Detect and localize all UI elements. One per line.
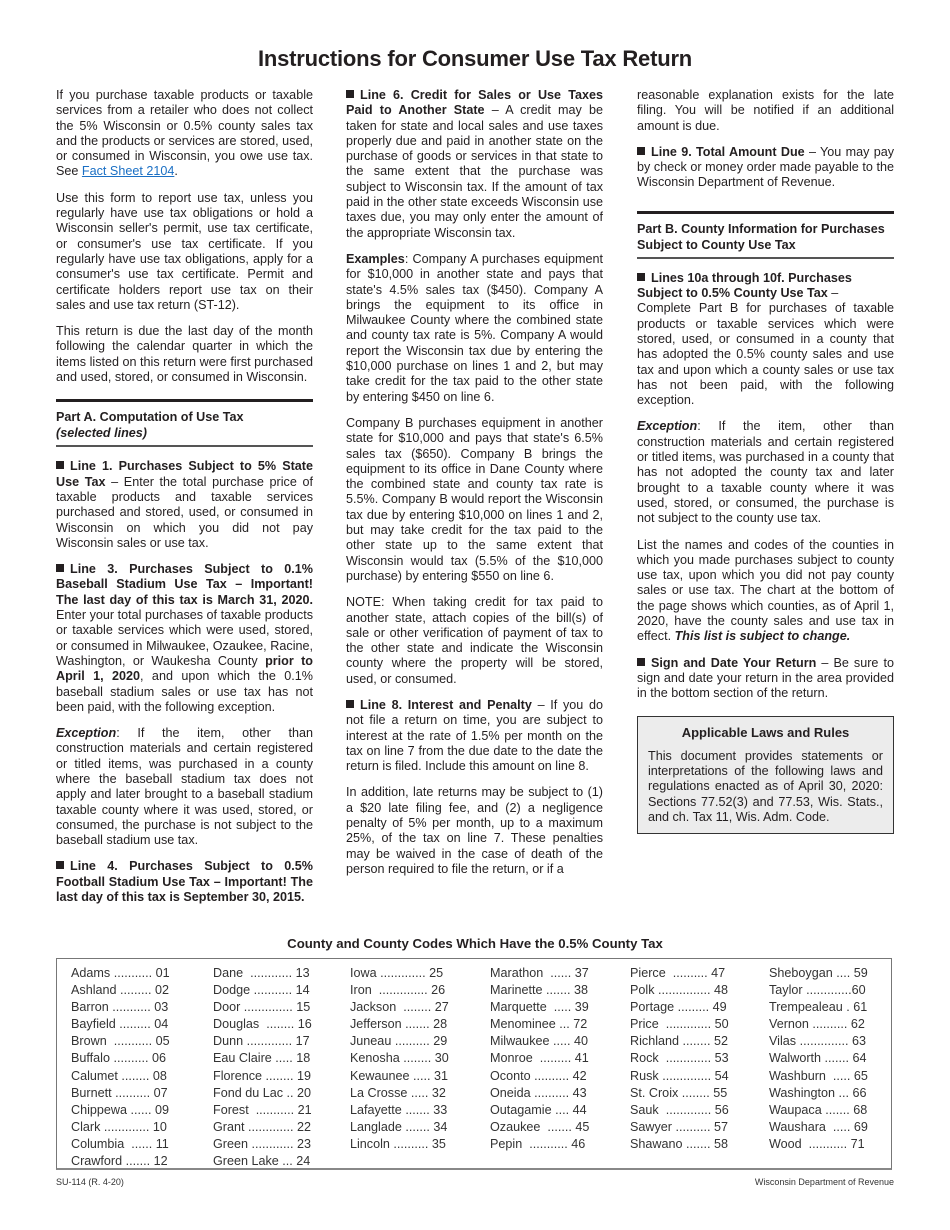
county-entry: Juneau .......... 29 bbox=[350, 1034, 448, 1049]
county-entry: Brown ........... 05 bbox=[71, 1034, 170, 1049]
county-list-paragraph: List the names and codes of the counties in which you made purchases subject to county use tax, upon which you did not pay county sales or use tax. The chart at the bottom of the page shows which counties, as of April 1, 2020, have the county sales and use tax in effect. This list is subject to change. bbox=[637, 537, 894, 644]
county-entry: Kewaunee ..... 31 bbox=[350, 1068, 449, 1083]
county-entry: Iron .............. 26 bbox=[350, 983, 446, 998]
agency-name: Wisconsin Department of Revenue bbox=[754, 1177, 894, 1187]
county-entry: Richland ........ 52 bbox=[630, 1034, 729, 1049]
intro-paragraph-2: Use this form to report use tax, unless you regularly have use tax obligations or hold a Wisconsin seller's permit, use tax certificate, or consumer's use tax certificate. If you regularly have use tax obligations, apply for a consumer's use tax certificate. Permit and certificate holders report use tax on their sales and use tax return (ST-12). bbox=[56, 190, 313, 312]
fact-sheet-link[interactable]: Fact Sheet 2104 bbox=[81, 164, 175, 179]
line-4-instruction: Line 4. Purchases Subject to 0.5% Football Stadium Use Tax – Important! The last day of this tax is September 30, 2015. bbox=[56, 859, 313, 905]
county-entry: Lafayette ....... 33 bbox=[350, 1102, 448, 1117]
county-entry: Walworth ....... 64 bbox=[769, 1051, 867, 1066]
county-entry: Burnett .......... 07 bbox=[71, 1085, 168, 1100]
county-entry: Dane ............ 13 bbox=[213, 966, 310, 980]
county-entry: Vernon .......... 62 bbox=[769, 1017, 865, 1032]
form-id: SU-114 (R. 4-20) bbox=[56, 1177, 124, 1187]
part-b-heading: Part B. County Information for Purchases Subject to County Use Tax bbox=[637, 211, 894, 259]
county-entry: Rusk .............. 54 bbox=[630, 1068, 729, 1083]
county-entry: Grant ............. 22 bbox=[213, 1119, 311, 1134]
county-entry: Eau Claire ..... 18 bbox=[213, 1051, 311, 1066]
county-entry: Milwaukee ..... 40 bbox=[490, 1034, 588, 1049]
county-entry: Oneida .......... 43 bbox=[490, 1085, 587, 1100]
county-entry: Lincoln .......... 35 bbox=[350, 1136, 446, 1151]
county-entry: Adams ........... 01 bbox=[71, 966, 170, 980]
part-a-heading: Part A. Computation of Use Tax (selected lines) bbox=[56, 399, 313, 447]
county-entry: Clark ............. 10 bbox=[71, 1119, 167, 1134]
intro-paragraph-1: If you purchase taxable products or taxable services from a retailer who does not collect the 5% Wisconsin or 0.5% county sales tax and the products or services are stored, used, or consumed in Wisconsin, you owe use tax. See Fact Sheet 2104. bbox=[56, 88, 313, 179]
square-bullet-icon bbox=[56, 461, 64, 469]
county-entry: Buffalo .......... 06 bbox=[71, 1051, 166, 1066]
note-paragraph: NOTE: When taking credit for tax paid to another state, attach copies of the bill(s) of sale or other verification of payment of tax to the other state and indicate the Wisconsin county where the property will be stored, used, or consumed. bbox=[346, 595, 603, 686]
applicable-laws-box bbox=[637, 716, 894, 835]
county-entry: Ashland ......... 02 bbox=[71, 983, 170, 998]
county-entry: Taylor .............60 bbox=[769, 983, 866, 998]
county-entry: Rock ............. 53 bbox=[630, 1051, 729, 1066]
county-entry: Waupaca ....... 68 bbox=[769, 1102, 868, 1117]
square-bullet-icon bbox=[346, 90, 354, 98]
county-entry: Marathon ...... 37 bbox=[490, 966, 589, 980]
page-title: Instructions for Consumer Use Tax Return bbox=[257, 46, 693, 71]
part-b-exception: Exception: If the item, other than construction materials and certain registered or titled items, was purchased in a county that has not adopted the county tax and later brought to a taxable county where it was used, stored, or consumed, the purchase is not subject to the county use tax. bbox=[637, 419, 894, 526]
county-entry: Vilas .............. 63 bbox=[769, 1034, 867, 1049]
county-entry: Bayfield ......... 04 bbox=[71, 1017, 169, 1032]
county-entry: Iowa ............. 25 bbox=[350, 966, 444, 980]
line-8-instruction: Line 8. Interest and Penalty – If you do not file a return on time, you are subject to interest at the rate of 1.5% per month on the tax on line 7 from the due date to the date the return is filed. Include this amount on line 8. bbox=[346, 697, 603, 774]
county-entry: Douglas ........ 16 bbox=[213, 1017, 312, 1032]
county-entry: Pepin ........... 46 bbox=[490, 1136, 586, 1151]
county-entry: Oconto .......... 42 bbox=[490, 1068, 587, 1083]
county-entry: Waushara ..... 69 bbox=[769, 1119, 868, 1134]
square-bullet-icon bbox=[637, 147, 645, 155]
county-entry: Washington ... 66 bbox=[769, 1085, 867, 1100]
county-entry: Barron ........... 03 bbox=[71, 1000, 169, 1015]
county-entry: Crawford ....... 12 bbox=[71, 1154, 168, 1169]
square-bullet-icon bbox=[637, 658, 645, 666]
county-entry: Ozaukee ....... 45 bbox=[490, 1119, 590, 1134]
county-entry: Chippewa ...... 09 bbox=[71, 1102, 170, 1117]
county-entry: La Crosse ..... 32 bbox=[350, 1085, 446, 1100]
county-entry: Pierce .......... 47 bbox=[630, 966, 726, 980]
county-entry: Monroe ......... 41 bbox=[490, 1051, 589, 1066]
county-entry: St. Croix ........ 55 bbox=[630, 1085, 728, 1100]
examples-paragraph: Examples: Company A purchases equipment for $10,000 in another state and pays that state's 4.5% sales tax ($450). Company A brings the equipment to its office in Milwaukee County where the combined state and county tax rate is 5%. Company A would report the Wisconsin tax due by entering the $10,000 purchase on lines 1 and 2, but may take credit for the tax paid to the other state by entering $450 on line 6. bbox=[346, 251, 603, 404]
laws-heading: Applicable Laws and Rules bbox=[681, 724, 850, 740]
county-entry: Marinette ....... 38 bbox=[490, 983, 588, 998]
county-column-5 bbox=[630, 965, 729, 1153]
county-entry: Kenosha ........ 30 bbox=[350, 1051, 449, 1066]
late-returns-continued: reasonable explanation exists for the late filing. You will be notified if an additional amount is due. bbox=[637, 88, 894, 133]
company-b-paragraph: Company B purchases equipment in another state for $10,000 and pays that state's 6.5% sales tax ($650). Company B brings the equipment to its office in Dane County where the combined state and county tax rate is 5.5%. Company B would report the Wisconsin tax due by entering $10,000 on lines 1 and 2, but may take credit for the tax paid to the other state up to the same extent that Wisconsin would tax (5.5% of the $10,000 purchase) by entering $550 on line 6. bbox=[346, 415, 603, 583]
county-entry: Green Lake ... 24 bbox=[213, 1154, 311, 1169]
line-9-instruction: Line 9. Total Amount Due – You may pay by check or money order made payable to the Wisconsin Department of Revenue. bbox=[637, 144, 894, 190]
county-table-title: County and County Codes Which Have the 0.5% County Tax bbox=[287, 936, 663, 951]
square-bullet-icon bbox=[56, 564, 64, 572]
county-entry: Outagamie .... 44 bbox=[490, 1102, 587, 1117]
county-entry: Door .............. 15 bbox=[213, 1000, 311, 1015]
county-entry: Marquette ..... 39 bbox=[490, 1000, 589, 1015]
county-entry: Shawano ....... 58 bbox=[630, 1136, 729, 1151]
county-table bbox=[56, 958, 892, 1170]
county-column-1 bbox=[71, 965, 170, 1170]
county-column-6 bbox=[769, 965, 868, 1153]
county-entry: Menominee ... 72 bbox=[490, 1017, 588, 1032]
county-entry: Langlade ....... 34 bbox=[350, 1119, 448, 1134]
late-returns-paragraph: In addition, late returns may be subject to (1) a $20 late filing fee, and (2) a negligence penalty of 5% per month, up to a maximum 25%, of the tax on line 7. These penalties may be waived in the case of death of the person required to file the return, or if a bbox=[346, 785, 603, 876]
square-bullet-icon bbox=[56, 861, 64, 869]
county-entry: Price ............. 50 bbox=[630, 1017, 729, 1032]
column-3 bbox=[637, 88, 894, 834]
sign-date-instruction: Sign and Date Your Return – Be sure to sign and date your return in the area provided in the bottom section of the return. bbox=[637, 655, 894, 701]
county-column-2 bbox=[213, 965, 312, 1170]
county-entry: Dodge ........... 14 bbox=[213, 983, 310, 998]
county-entry: Fond du Lac .. 20 bbox=[213, 1085, 312, 1100]
county-entry: Wood ........... 71 bbox=[769, 1136, 865, 1151]
column-2 bbox=[346, 88, 603, 888]
county-entry: Green ............ 23 bbox=[213, 1136, 311, 1151]
intro-paragraph-3: This return is due the last day of the month following the calendar quarter in which the items listed on this return were first purchased and used, stored, or consumed in Wisconsin. bbox=[56, 324, 313, 385]
county-entry: Calumet ........ 08 bbox=[71, 1068, 167, 1083]
county-column-3 bbox=[350, 965, 449, 1153]
county-entry: Jefferson ....... 28 bbox=[350, 1017, 448, 1032]
county-entry: Portage ......... 49 bbox=[630, 1000, 727, 1015]
county-entry: Washburn ..... 65 bbox=[769, 1068, 868, 1083]
county-entry: Columbia ...... 11 bbox=[71, 1136, 169, 1151]
county-column-4 bbox=[490, 965, 589, 1153]
county-entry: Trempealeau . 61 bbox=[769, 1000, 868, 1015]
county-entry: Sheboygan .... 59 bbox=[769, 966, 868, 980]
county-entry: Forest ........... 21 bbox=[213, 1102, 312, 1117]
line-3-exception: Exception: If the item, other than construction materials and certain registered or titled items, was purchased in a county where the baseball stadium tax does not apply and later brought to a baseball stadium taxable county where it was used, stored, or consumed, the purchase is not subject to the baseball stadium use tax. bbox=[56, 726, 313, 848]
county-entry: Dunn ............. 17 bbox=[213, 1034, 310, 1049]
county-entry: Polk ............... 48 bbox=[630, 983, 728, 998]
line-10-instruction: Lines 10a through 10f. Purchases Subject to 0.5% County Use Tax – Complete Part B for purchases of taxable products or taxable services which were stored, used, or consumed in a county that has adopted the 0.5% county sales and use tax and upon which a county sales or use tax has not been paid, with the following exception. bbox=[637, 270, 894, 408]
county-entry: Jackson ........ 27 bbox=[350, 1000, 449, 1015]
line-1-instruction: Line 1. Purchases Subject to 5% State Use Tax – Enter the total purchase price of taxable products and taxable services purchased and stored, used, or consumed in Wisconsin on which you did not pay Wisconsin sales or use tax. bbox=[56, 459, 313, 550]
county-entry: Sauk ............. 56 bbox=[630, 1102, 729, 1117]
line-6-instruction: Line 6. Credit for Sales or Use Taxes Paid to Another State – A credit may be taken for state and local sales and use taxes properly due and paid in another state on the purchase of goods or services in that state to the same extent that the purchase was subject to Wisconsin tax. If the amount of tax paid in the other state exceeds Wisconsin use taxes due, you may only enter the amount of the appropriate Wisconsin tax. bbox=[346, 88, 603, 240]
line-3-instruction: Line 3. Purchases Subject to 0.1% Baseball Stadium Use Tax – Important! The last day of this tax is March 31, 2020. Enter your total purchases of taxable products or taxable services which were used, stored, or consumed in Milwaukee, Ozaukee, Racine, Washington, or Waukesha County prior to April 1, 2020, and upon which the 0.1% baseball stadium sales or use tax has not been paid, with the following exception. bbox=[56, 562, 314, 714]
square-bullet-icon bbox=[637, 273, 645, 281]
county-entry: Sawyer .......... 57 bbox=[630, 1119, 728, 1134]
laws-text: This document provides statements or interpretations of the following laws and regulations enacted as of April 30, 2020: Sections 77.52(3) and 77.53, Wis. Stats., and ch. Tax 11, Wis. Adm. Code. bbox=[648, 748, 883, 824]
county-entry: Florence ........ 19 bbox=[213, 1068, 311, 1083]
column-1 bbox=[56, 88, 313, 916]
square-bullet-icon bbox=[346, 700, 354, 708]
